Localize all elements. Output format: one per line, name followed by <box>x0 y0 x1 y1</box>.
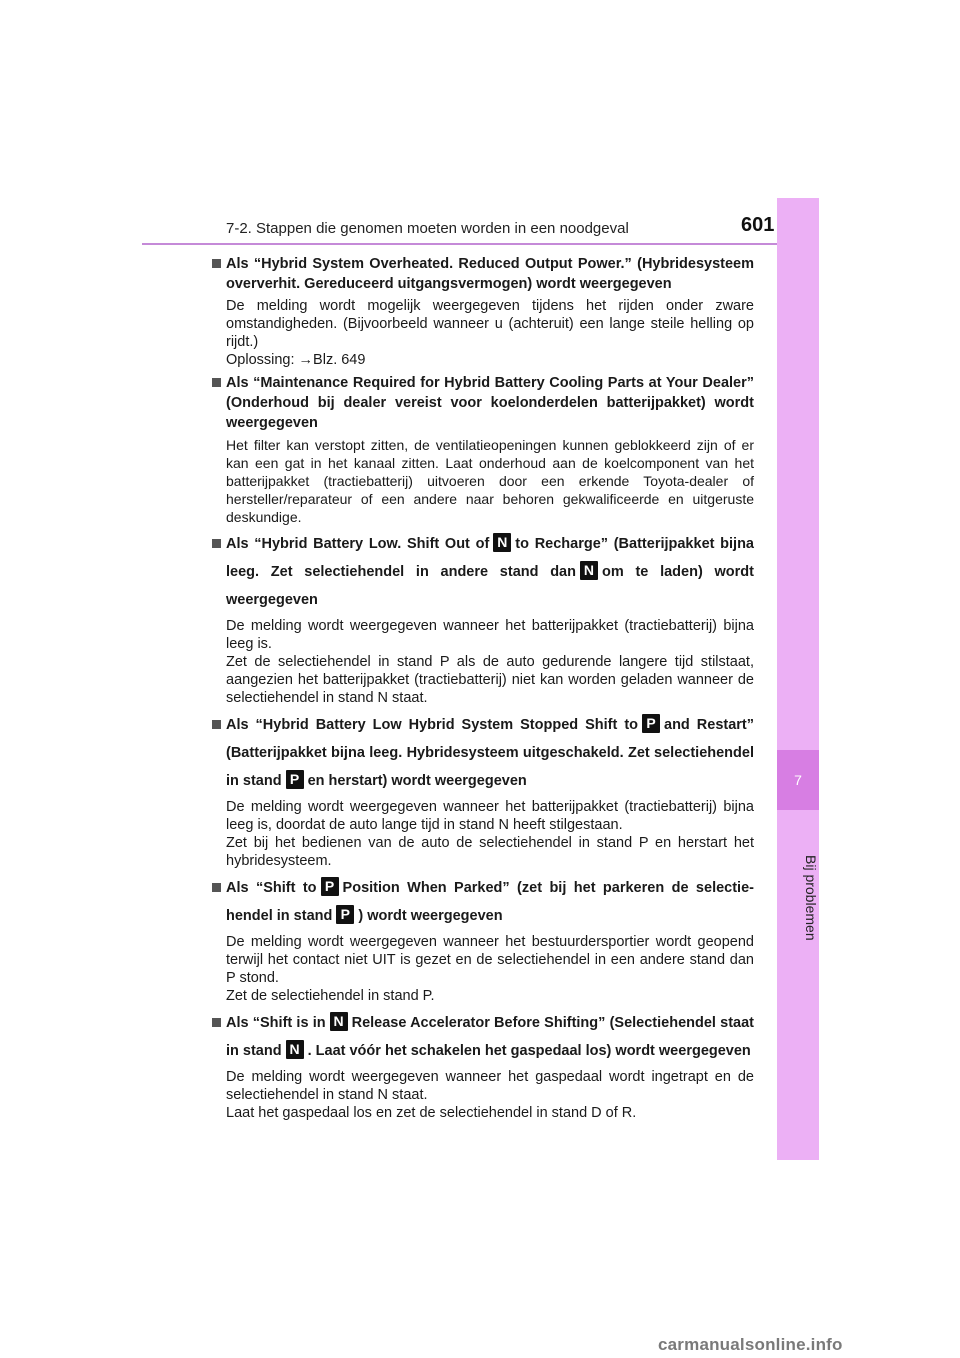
body-paragraph: Laat het gaspedaal los en zet de selectiehendel in stand D of R. <box>226 1105 637 1121</box>
square-bullet-icon <box>212 539 221 548</box>
item-body <box>210 798 754 870</box>
chapter-title: Bij problemen <box>803 855 819 941</box>
gear-p-icon: P <box>336 905 354 924</box>
square-bullet-icon <box>212 259 221 268</box>
item-body <box>210 933 754 1005</box>
gear-p-icon: P <box>321 877 339 896</box>
item-heading: Als “Shift is in N Release Accelerator Before Shifting” (Selectiehendel staat in stand N . Laat vóór het schakelen het gaspedaal los) wordt weergegeven <box>210 1009 754 1065</box>
chapter-number: 7 <box>777 750 819 810</box>
list-item <box>210 254 754 369</box>
gear-n-icon: N <box>580 561 598 580</box>
body-paragraph: De melding wordt weergegeven wanneer het bestuurdersportier wordt geopend terwijl het contact niet UIT is gezet en de selectiehendel in een andere stand dan P stond. <box>226 934 754 986</box>
item-body <box>210 617 754 707</box>
gear-p-icon: P <box>286 770 304 789</box>
watermark-text: carmanualsonline.info <box>658 1335 843 1354</box>
item-heading: Als “Hybrid Battery Low. Shift Out of N to Recharge” (Batterijpakket bijna leeg. Zet selectiehendel in andere stand dan N om te laden) wordt weergegeven <box>210 530 754 614</box>
gear-p-icon: P <box>642 714 660 733</box>
item-body <box>210 436 754 526</box>
square-bullet-icon <box>212 883 221 892</box>
body-paragraph: Het filter kan verstopt zitten, de ventilatieopeningen kunnen geblokkeerd zijn of er kan een gat in het kanaal zitten. Laat onderhoud aan de koelcomponent van het batterijpakket (tractiebatterij) uitvoeren door een erkende Toyota-dealer of hersteller/reparateur of een andere naar behoren gekwalificeerde en uitgeruste deskundige. <box>226 437 754 525</box>
square-bullet-icon <box>212 378 221 387</box>
square-bullet-icon <box>212 720 221 729</box>
item-body <box>210 1068 754 1122</box>
list-item <box>210 530 754 707</box>
solution-line: Oplossing: →Blz. 649 <box>226 352 366 368</box>
arrow-right-icon: → <box>298 352 314 368</box>
item-heading: Als “Maintenance Required for Hybrid Battery Cooling Parts at Your Dealer” (Onderhoud bij dealer vereist voor koelonderdelen batterijpakket) wordt weergegeven <box>210 373 754 433</box>
item-heading: Als “Shift to P Position When Parked” (zet bij het parkeren de selectiehendel in stand P ) wordt weergegeven <box>210 874 754 930</box>
square-bullet-icon <box>212 1018 221 1027</box>
list-item <box>210 373 754 526</box>
list-item <box>210 874 754 1005</box>
body-paragraph: Zet de selectiehendel in stand P als de auto gedurende langere tijd stilstaat, aangezien het batterijpakket (tractiebatterij) niet kan worden geladen wanneer de selectiehendel in stand N staat. <box>226 654 754 706</box>
list-item <box>210 711 754 870</box>
item-heading: Als “Hybrid System Overheated. Reduced Output Power.” (Hybridesysteem oververhit. Gereduceerd uitgangsvermogen) wordt weergegeven <box>210 254 754 294</box>
page-number: 601 <box>741 214 775 236</box>
gear-n-icon: N <box>493 533 511 552</box>
gear-n-icon: N <box>330 1012 348 1031</box>
section-title: 7-2. Stappen die genomen moeten worden in een noodgeval <box>226 220 629 237</box>
body-paragraph: De melding wordt weergegeven wanneer het batterijpakket (tractiebatterij) bijna leeg is. <box>226 618 754 652</box>
page-content <box>210 254 754 1126</box>
item-heading: Als “Hybrid Battery Low Hybrid System Stopped Shift to P and Restart” (Batterijpakket bijna leeg. Hybridesysteem uitgeschakeld. Zet selectiehendel in stand P en herstart) wordt weergegeven <box>210 711 754 795</box>
page-reference-link[interactable]: Blz. 649 <box>313 352 366 368</box>
chapter-side-tab[interactable] <box>777 198 819 1160</box>
body-paragraph: Zet de selectiehendel in stand P. <box>226 988 435 1004</box>
gear-n-icon: N <box>286 1040 304 1059</box>
body-paragraph: De melding wordt mogelijk weergegeven tijdens het rijden onder zware omstandigheden. (Bijvoorbeeld wanneer u (achteruit) een lange steile helling op rijdt.) <box>226 298 754 350</box>
body-paragraph: Zet bij het bedienen van de auto de selectiehendel in stand P en herstart het hybridesysteem. <box>226 835 754 869</box>
body-paragraph: De melding wordt weergegeven wanneer het gaspedaal wordt ingetrapt en de selectiehendel in stand N staat. <box>226 1069 754 1103</box>
item-body <box>210 297 754 369</box>
list-item <box>210 1009 754 1122</box>
body-paragraph: De melding wordt weergegeven wanneer het batterijpakket (tractiebatterij) bijna leeg is, doordat de auto lange tijd in stand N heeft stilgestaan. <box>226 799 754 833</box>
header-divider <box>142 243 819 245</box>
